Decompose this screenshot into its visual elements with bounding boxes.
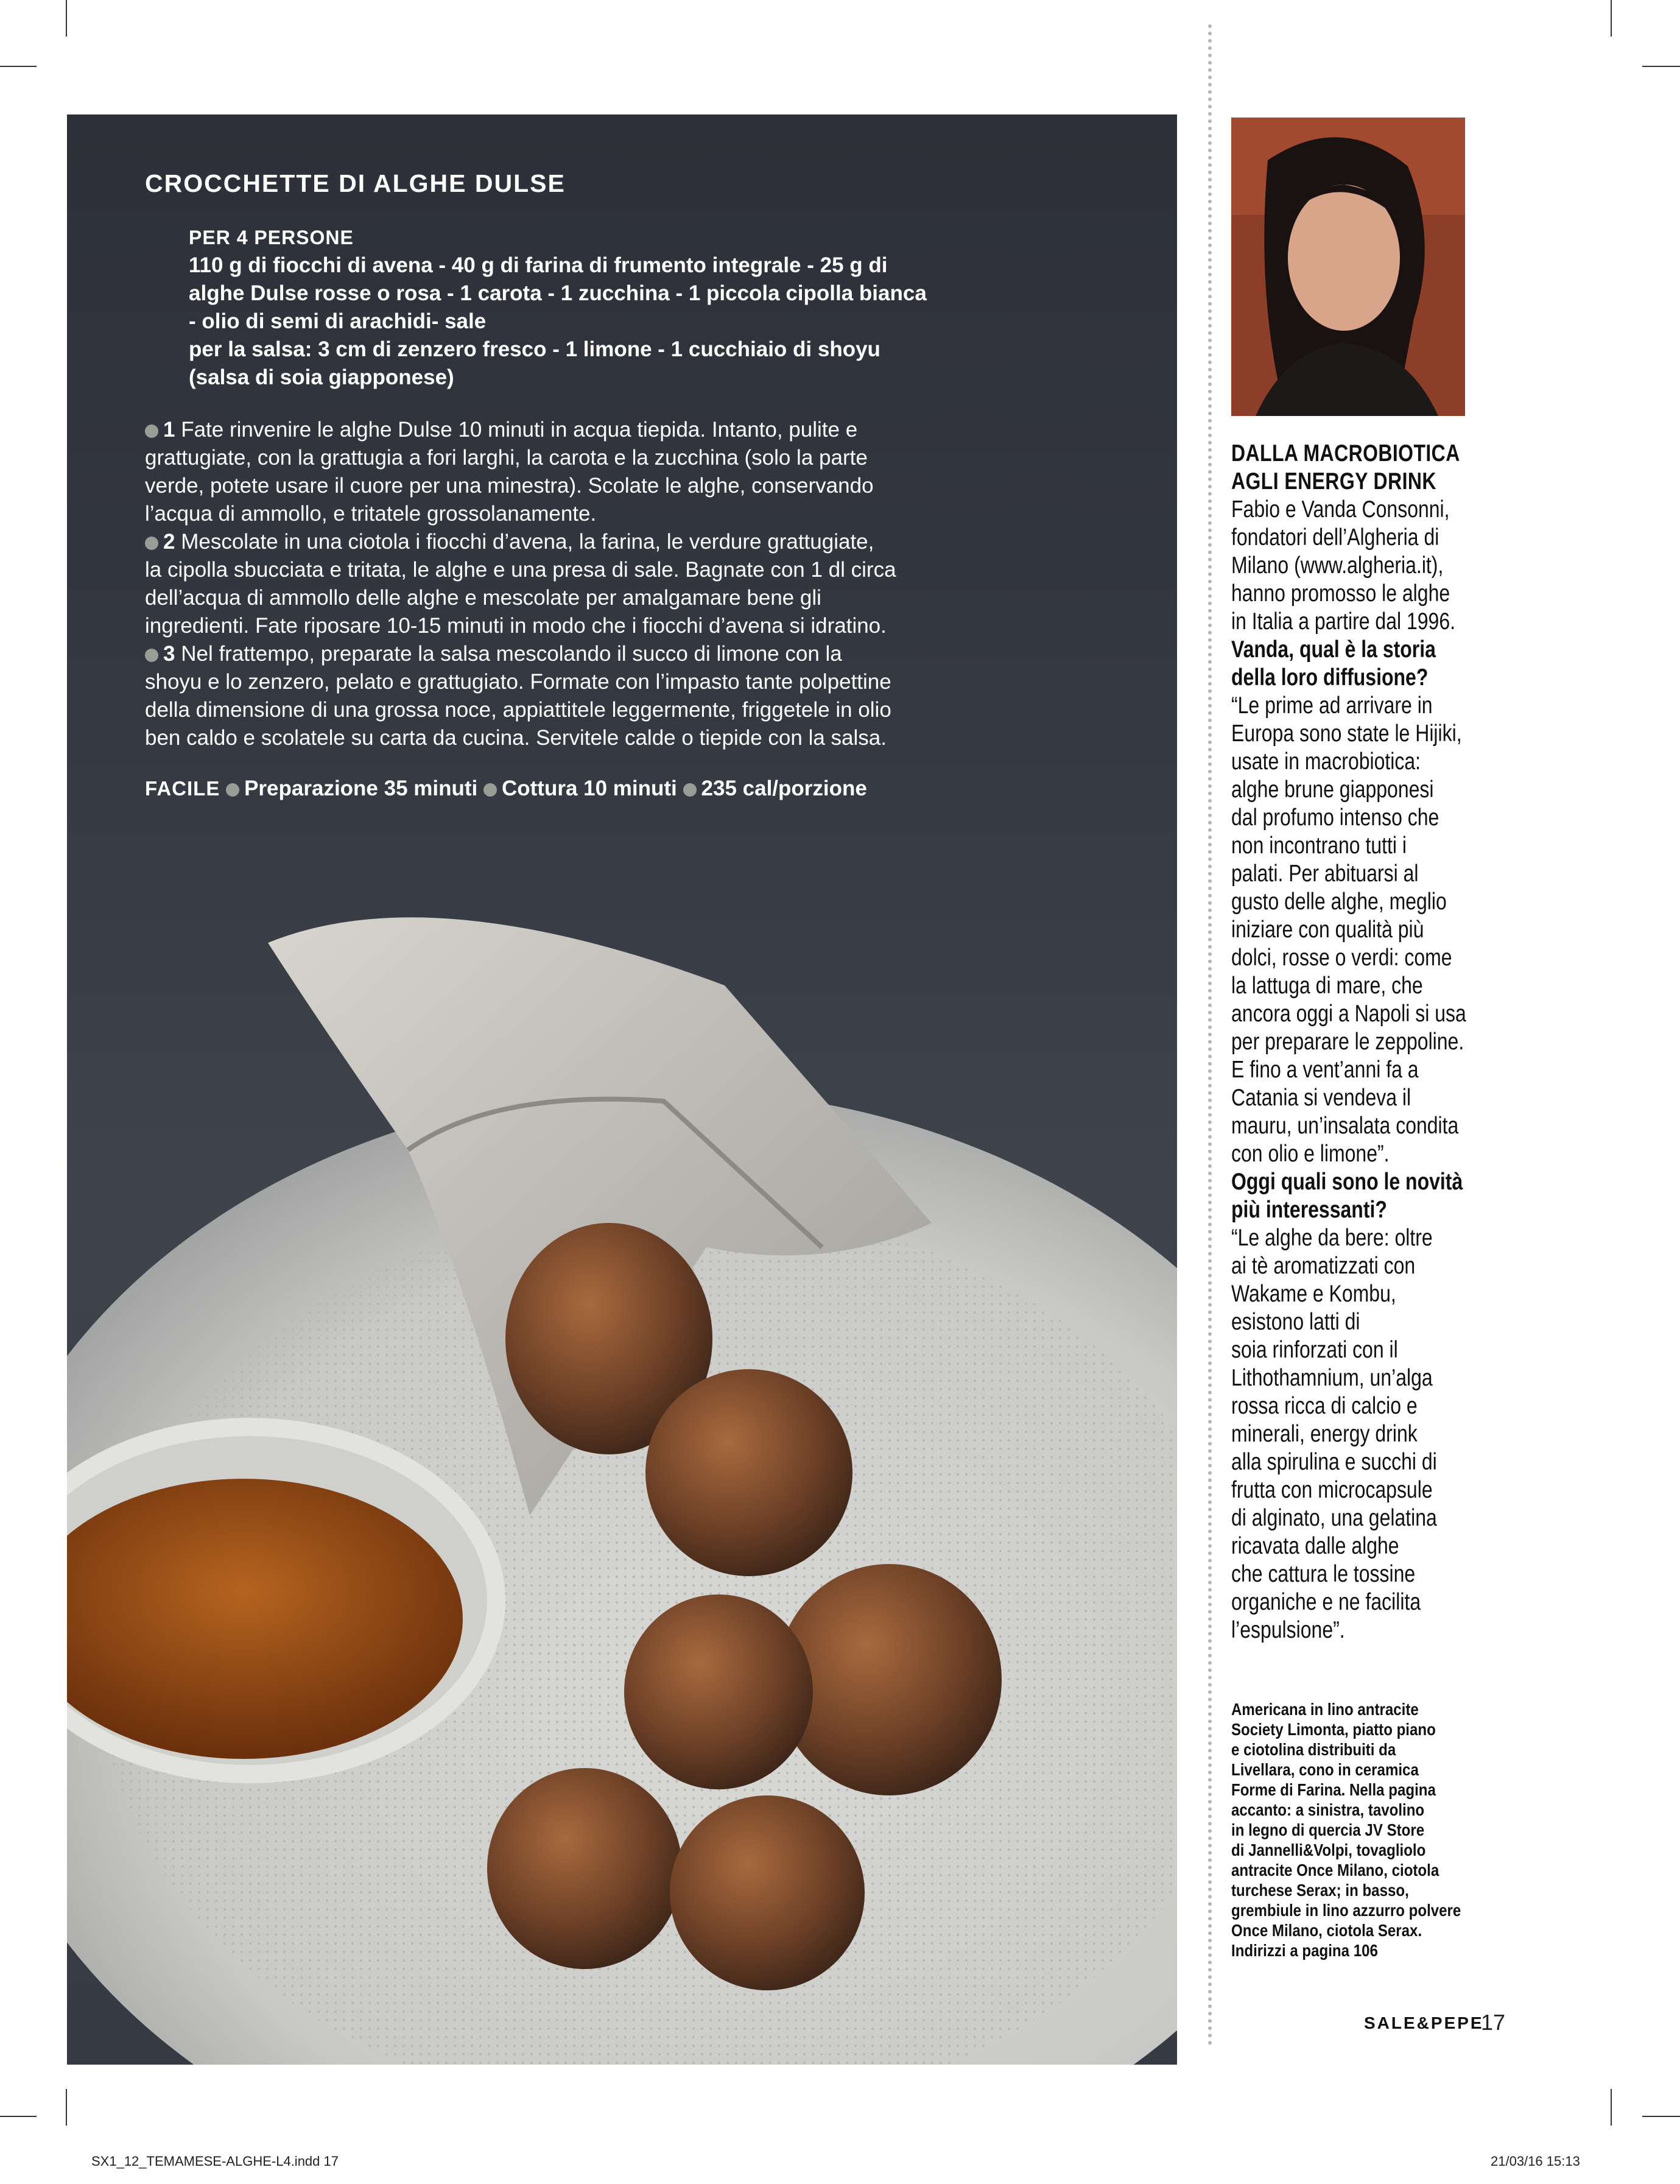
crop-mark — [66, 0, 67, 37]
interview-question: della loro diffusione? — [1231, 664, 1429, 691]
interview-line: organiche e ne facilita — [1231, 1589, 1421, 1615]
caption-line: turchese Serax; in basso, — [1231, 1881, 1409, 1900]
interview-line: per preparare le zeppoline. — [1231, 1029, 1464, 1055]
bullet-icon — [683, 783, 697, 797]
ingredient-line: per la salsa: 3 cm di zenzero fresco - 1 limone - 1 cucchiaio di shoyu — [189, 337, 880, 361]
print-date: 21/03/16 15:13 — [1491, 2154, 1580, 2169]
interview-line: alghe brune giapponesi — [1231, 777, 1434, 803]
interview-heading: AGLI ENERGY DRINK — [1231, 468, 1436, 495]
interview-line: dolci, rosse o verdi: come — [1231, 945, 1452, 971]
crop-mark — [66, 2089, 67, 2126]
step-line: grattugiate, con la grattugia a fori larghi, la carota e la zucchina (solo la parte — [145, 446, 868, 470]
crop-mark — [1642, 2116, 1680, 2117]
recipe-title: CROCCHETTE DI ALGHE DULSE — [145, 169, 566, 197]
caption-line: Livellara, cono in ceramica — [1231, 1760, 1419, 1779]
caption-line: Americana in lino antracite — [1231, 1700, 1419, 1719]
ingredient-line: alghe Dulse rosse o rosa - 1 carota - 1 zucchina - 1 piccola cipolla bianca — [189, 281, 927, 305]
crop-mark — [1611, 0, 1612, 37]
ingredient-line: (salsa di soia giapponese) — [189, 365, 454, 389]
interview-line: soia rinforzati con il — [1231, 1337, 1398, 1363]
bullet-icon — [226, 783, 239, 797]
interview-line: “Le prime ad arrivare in — [1231, 692, 1433, 719]
interview-line: Lithothamnium, un’alga — [1231, 1365, 1433, 1391]
bullet-icon — [483, 783, 497, 797]
interview-question: Oggi quali sono le novità — [1231, 1169, 1463, 1195]
caption-line: accanto: a sinistra, tavolino — [1231, 1800, 1425, 1819]
interview-line: Milano (www.algheria.it), — [1231, 552, 1444, 579]
interview-line: usate in macrobiotica: — [1231, 749, 1421, 775]
interview-line: mauru, un’insalata condita — [1231, 1113, 1459, 1139]
interview-line: l’espulsione”. — [1231, 1617, 1345, 1643]
caption-line: Forme di Farina. Nella pagina — [1231, 1780, 1436, 1799]
magazine-name: SALE&PEPE — [1364, 2013, 1484, 2032]
interview-line: la lattuga di mare, che — [1231, 973, 1423, 999]
ingredient-line: 110 g di fiocchi di avena - 40 g di farina di frumento integrale - 25 g di — [189, 253, 888, 277]
interview-line: Europa sono state le Hijiki, — [1231, 720, 1462, 747]
crop-mark — [1611, 2089, 1612, 2126]
interview-line: E fino a vent’anni fa a — [1231, 1057, 1419, 1083]
step-1: 1 Fate rinvenire le alghe Dulse 10 minuti in acqua tiepida. Intanto, pulite e — [145, 416, 1089, 444]
interview-line: palati. Per abituarsi al — [1231, 861, 1419, 887]
servings: PER 4 PERSONE — [189, 227, 354, 248]
interview-line: ancora oggi a Napoli si usa — [1231, 1001, 1466, 1027]
method — [145, 416, 1089, 752]
caption-line: grembiule in lino azzurro polvere — [1231, 1901, 1461, 1920]
photo-caption — [1231, 1699, 1524, 1960]
step-line: ingredienti. Fate riposare 10-15 minuti in modo che i fiocchi d’avena si idratino. — [145, 614, 887, 638]
interview-heading: DALLA MACROBIOTICA — [1231, 440, 1460, 467]
step-line: verde, potete usare il cuore per una minestra). Scolate le alghe, conservando — [145, 474, 874, 498]
step-2: 2 Mescolate in una ciotola i fiocchi d’avena, la farina, le verdure grattugiate, — [145, 528, 1089, 556]
interview-line: ai tè aromatizzati con — [1231, 1253, 1416, 1279]
caption-line: antracite Once Milano, ciotola — [1231, 1861, 1439, 1879]
crop-mark — [0, 2116, 37, 2117]
interview-line: esistono latti di — [1231, 1309, 1360, 1335]
step-line: shoyu e lo zenzero, pelato e grattugiato. Formate con l’impasto tante polpettine — [145, 670, 891, 694]
interview-line: dal profumo intenso che — [1231, 805, 1439, 831]
recipe-meta — [145, 777, 1089, 801]
step-3: 3 Nel frattempo, preparate la salsa mescolando il succo di limone con la — [145, 640, 1089, 668]
ingredients — [189, 224, 1089, 392]
interview-line: “Le alghe da bere: oltre — [1231, 1225, 1433, 1251]
interview-line: rossa ricca di calcio e — [1231, 1393, 1418, 1419]
page-number: 17 — [1481, 2010, 1506, 2035]
interview-line: Fabio e Vanda Consonni, — [1231, 496, 1450, 523]
caption-line: e ciotolina distribuiti da — [1231, 1740, 1396, 1759]
bullet-icon — [145, 537, 158, 550]
interview-line: frutta con microcapsule — [1231, 1477, 1433, 1503]
interview-line: di alginato, una gelatina — [1231, 1505, 1437, 1531]
interview-line: in Italia a partire dal 1996. — [1231, 608, 1456, 635]
recipe-block — [145, 169, 1089, 801]
caption-line: Once Milano, ciotola Serax. — [1231, 1921, 1422, 1940]
interview-line: iniziare con qualità più — [1231, 917, 1424, 943]
interview-line: minerali, energy drink — [1231, 1421, 1418, 1447]
file-slug: SX1_12_TEMAMESE-ALGHE-L4.indd 17 — [91, 2154, 339, 2169]
crop-mark — [0, 66, 37, 67]
step-line: della dimensione di una grossa noce, appiattitele leggermente, friggetele in olio — [145, 698, 891, 722]
column-divider — [1208, 24, 1212, 2046]
interview-question: Vanda, qual è la storia — [1231, 636, 1436, 663]
step-line: la cipolla sbucciata e tritata, le alghe e una presa di sale. Bagnate con 1 dl circa — [145, 558, 896, 582]
interview-line: Wakame e Kombu, — [1231, 1281, 1396, 1307]
interview-line: che cattura le tossine — [1231, 1561, 1416, 1587]
crop-mark — [1642, 66, 1680, 67]
caption-line: di Jannelli&Volpi, tovagliolo — [1231, 1841, 1426, 1859]
step-line: ben caldo e scolatele su carta da cucina. Servitele calde o tiepide con la salsa. — [145, 726, 887, 750]
interview-question: più interessanti? — [1231, 1197, 1387, 1223]
step-line: dell’acqua di ammollo delle alghe e mescolate per amalgamare bene gli — [145, 586, 821, 610]
difficulty: FACILE — [145, 777, 220, 800]
step-line: l’acqua di ammollo, e tritatele grossolanamente. — [145, 502, 597, 526]
interview-line: hanno promosso le alghe — [1231, 580, 1450, 607]
interview-line: Catania si vendeva il — [1231, 1085, 1411, 1111]
portrait-photo — [1231, 118, 1465, 416]
interview-line: con olio e limone”. — [1231, 1141, 1390, 1167]
interview-line: fondatori dell’Algheria di — [1231, 524, 1439, 551]
portrait-illustration — [1231, 118, 1465, 416]
caption-line: Indirizzi a pagina 106 — [1231, 1941, 1378, 1960]
interview-line: alla spirulina e succhi di — [1231, 1449, 1437, 1475]
calories: 235 cal/porzione — [701, 777, 867, 800]
interview-line: gusto delle alghe, meglio — [1231, 889, 1447, 915]
caption-line: Society Limonta, piatto piano — [1231, 1720, 1436, 1739]
bullet-icon — [145, 424, 158, 438]
interview-line: ricavata dalle alghe — [1231, 1533, 1399, 1559]
ingredient-line: - olio di semi di arachidi- sale — [189, 309, 487, 333]
caption-line: in legno di quercia JV Store — [1231, 1820, 1425, 1839]
bullet-icon — [145, 649, 158, 662]
cook-time: Cottura 10 minuti — [501, 777, 677, 800]
prep-time: Preparazione 35 minuti — [244, 777, 478, 800]
interview-line: non incontrano tutti i — [1231, 833, 1407, 859]
interview-column — [1231, 440, 1524, 1644]
